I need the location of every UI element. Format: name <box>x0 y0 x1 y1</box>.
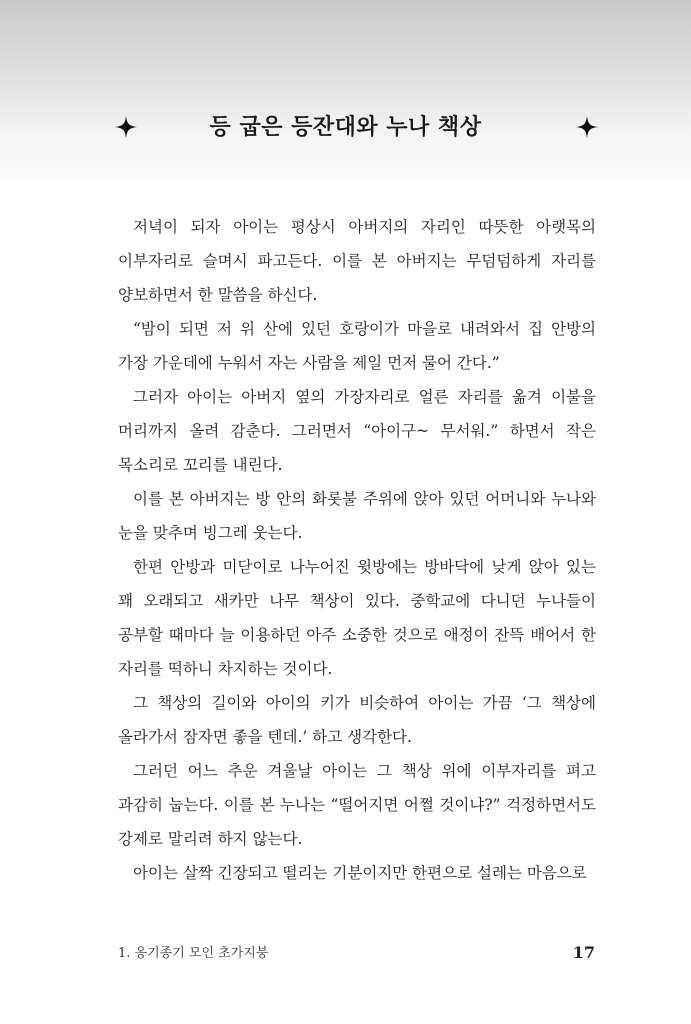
paragraph: “밤이 되면 저 위 산에 있던 호랑이가 마을로 내려와서 집 안방의 가장 가운데에 누워서 자는 사람을 제일 먼저 물어 간다.” <box>118 320 596 372</box>
page-number: 17 <box>572 943 595 962</box>
running-footer-chapter: 1. 옹기종기 모인 초가지붕 <box>118 946 269 961</box>
four-point-star-icon <box>576 116 598 138</box>
paragraph: 아이는 살짝 긴장되고 떨리는 기분이지만 한편으로 설레는 마음으로 <box>133 864 587 882</box>
header-band <box>0 0 691 190</box>
paragraph: 그 책상의 길이와 아이의 키가 비슷하여 아이는 가끔 ‘그 책상에 올라가서 잠자면 좋을 텐데.’ 하고 생각한다. <box>118 694 596 746</box>
paragraph: 저녁이 되자 아이는 평상시 아버지의 자리인 따뜻한 아랫목의 이부자리로 슬며시 파고든다. 이를 본 아버지는 무덤덤하게 자리를 양보하면서 한 말씀을 하신다. <box>118 218 596 304</box>
paragraph: 이를 본 아버지는 방 안의 화롯불 주위에 앉아 있던 어머니와 누나와 눈을 맞추며 빙그레 웃는다. <box>118 490 596 542</box>
paragraph: 그러던 어느 추운 겨울날 아이는 그 책상 위에 이부자리를 펴고 과감히 눕는다. 이를 본 누나는 “떨어지면 어쩔 것이냐?” 걱정하면서도 강제로 말리려 하지 않는다. <box>118 762 596 848</box>
title-row <box>0 112 691 152</box>
chapter-title: 등 굽은 등잔대와 누나 책상 <box>209 115 482 140</box>
body-text <box>118 210 596 890</box>
paragraph: 한편 안방과 미닫이로 나누어진 윗방에는 방바닥에 낮게 앉아 있는 꽤 오래되고 새카만 나무 책상이 있다. 중학교에 다니던 누나들이 공부할 때마다 늘 이용하던 아주 소중한 것으로 애정이 잔뜩 배어서 한 자리를 떡하니 차지하는 것이다. <box>118 558 596 678</box>
paragraph: 그러자 아이는 아버지 옆의 가장자리로 얼른 자리를 옮겨 이불을 머리까지 올려 감춘다. 그러면서 “아이구~ 무서워.” 하면서 작은 목소리로 꼬리를 내린다. <box>118 388 596 474</box>
